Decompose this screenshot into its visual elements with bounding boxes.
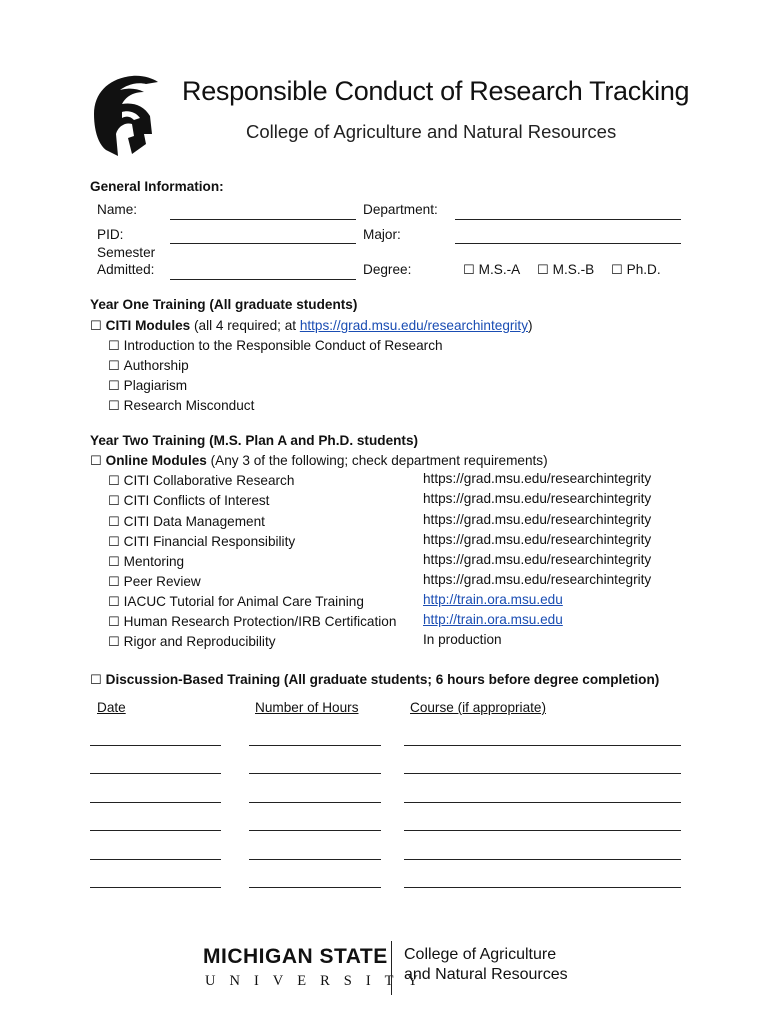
year-two-item[interactable]: ☐ CITI Financial Responsibility bbox=[108, 534, 296, 550]
discussion-training-heading: Discussion-Based Training (All graduate students; 6 hours before degree completion) bbox=[105, 672, 660, 687]
footer-divider bbox=[391, 941, 392, 995]
year-two-item-url: https://grad.msu.edu/researchintegrity bbox=[423, 532, 652, 547]
year-one-item[interactable]: ☐ Introduction to the Responsible Conduct of Research bbox=[108, 338, 443, 354]
year-two-item[interactable]: ☐ Peer Review bbox=[108, 574, 201, 590]
year-two-item-url: https://grad.msu.edu/researchintegrity bbox=[423, 552, 652, 567]
semester-label-line1: Semester bbox=[97, 245, 156, 260]
checkbox-icon[interactable]: ☐ bbox=[108, 635, 120, 650]
page-title: Responsible Conduct of Research Tracking bbox=[182, 76, 690, 106]
col-hours-header: Number of Hours bbox=[255, 700, 359, 715]
year-two-item[interactable]: ☐ Mentoring bbox=[108, 554, 185, 570]
citi-modules-label: CITI Modules bbox=[105, 318, 191, 333]
date-entry-line[interactable] bbox=[90, 745, 221, 746]
general-info-heading: General Information: bbox=[90, 179, 224, 194]
year-two-item[interactable]: ☐ Human Research Protection/IRB Certification bbox=[108, 614, 397, 630]
hours-entry-line[interactable] bbox=[249, 830, 381, 831]
year-two-item-url: https://grad.msu.edu/researchintegrity bbox=[423, 491, 652, 506]
hours-entry-line[interactable] bbox=[249, 859, 381, 860]
name-field[interactable] bbox=[170, 219, 356, 220]
hours-entry-line[interactable] bbox=[249, 802, 381, 803]
msu-wordmark-line2: UNIVERSITY bbox=[205, 973, 432, 989]
year-two-item-url: https://grad.msu.edu/researchintegrity bbox=[423, 471, 652, 486]
year-two-item[interactable]: ☐ Rigor and Reproducibility bbox=[108, 634, 276, 650]
checkbox-icon[interactable]: ☐ bbox=[611, 263, 623, 278]
checkbox-icon[interactable]: ☐ bbox=[108, 535, 120, 550]
year-two-item[interactable]: ☐ IACUC Tutorial for Animal Care Training bbox=[108, 594, 364, 610]
date-entry-line[interactable] bbox=[90, 859, 221, 860]
name-label: Name: bbox=[97, 202, 138, 217]
checkbox-icon[interactable]: ☐ bbox=[90, 454, 102, 469]
train-ora-link[interactable]: http://train.ora.msu.edu bbox=[423, 592, 563, 607]
checkbox-icon[interactable]: ☐ bbox=[108, 595, 120, 610]
pid-field[interactable] bbox=[170, 243, 356, 244]
checkbox-icon[interactable]: ☐ bbox=[463, 263, 475, 278]
department-field[interactable] bbox=[455, 219, 681, 220]
course-entry-line[interactable] bbox=[404, 859, 681, 860]
hours-entry-line[interactable] bbox=[249, 773, 381, 774]
year-one-item[interactable]: ☐ Authorship bbox=[108, 358, 189, 374]
date-entry-line[interactable] bbox=[90, 802, 221, 803]
msu-wordmark-line1: MICHIGAN STATE bbox=[203, 945, 388, 968]
date-entry-line[interactable] bbox=[90, 773, 221, 774]
year-one-heading: Year One Training (All graduate students) bbox=[90, 297, 358, 312]
page-subtitle: College of Agriculture and Natural Resources bbox=[246, 121, 617, 142]
major-field[interactable] bbox=[455, 243, 681, 244]
department-label: Department: bbox=[363, 202, 438, 217]
checkbox-icon[interactable]: ☐ bbox=[90, 319, 102, 334]
checkbox-icon[interactable]: ☐ bbox=[108, 575, 120, 590]
train-ora-link[interactable]: http://train.ora.msu.edu bbox=[423, 612, 563, 627]
checkbox-icon[interactable]: ☐ bbox=[90, 673, 102, 688]
year-two-item-status: In production bbox=[423, 632, 502, 647]
checkbox-icon[interactable]: ☐ bbox=[537, 263, 549, 278]
col-course-header: Course (if appropriate) bbox=[410, 700, 546, 715]
pid-label: PID: bbox=[97, 227, 124, 242]
year-two-item[interactable]: ☐ CITI Collaborative Research bbox=[108, 473, 295, 489]
checkbox-icon[interactable]: ☐ bbox=[108, 515, 120, 530]
year-one-item[interactable]: ☐ Plagiarism bbox=[108, 378, 188, 394]
footer-college-line1: College of Agriculture bbox=[404, 946, 557, 963]
spartan-helmet-icon bbox=[88, 74, 160, 158]
citi-modules-row[interactable]: ☐ CITI Modules (all 4 required; at https://grad.msu.edu/researchintegrity) bbox=[90, 318, 533, 334]
degree-option-ms-b[interactable]: ☐ M.S.-B bbox=[537, 262, 595, 278]
research-integrity-link[interactable]: https://grad.msu.edu/researchintegrity bbox=[299, 318, 528, 333]
checkbox-icon[interactable]: ☐ bbox=[108, 555, 120, 570]
semester-label-line2: Admitted: bbox=[97, 262, 155, 277]
date-entry-line[interactable] bbox=[90, 887, 221, 888]
checkbox-icon[interactable]: ☐ bbox=[108, 615, 120, 630]
checkbox-icon[interactable]: ☐ bbox=[108, 474, 120, 489]
year-two-item-url: https://grad.msu.edu/researchintegrity bbox=[423, 572, 652, 587]
major-label: Major: bbox=[363, 227, 401, 242]
checkbox-icon[interactable]: ☐ bbox=[108, 359, 120, 374]
course-entry-line[interactable] bbox=[404, 887, 681, 888]
checkbox-icon[interactable]: ☐ bbox=[108, 379, 120, 394]
degree-option-phd[interactable]: ☐ Ph.D. bbox=[611, 262, 661, 278]
online-modules-label: Online Modules bbox=[105, 453, 207, 468]
date-entry-line[interactable] bbox=[90, 830, 221, 831]
semester-admitted-field[interactable] bbox=[170, 279, 356, 280]
course-entry-line[interactable] bbox=[404, 830, 681, 831]
online-modules-row[interactable]: ☐ Online Modules (Any 3 of the following; check department requirements) bbox=[90, 453, 548, 469]
col-date-header: Date bbox=[97, 700, 126, 715]
discussion-training-row[interactable] bbox=[90, 672, 659, 688]
checkbox-icon[interactable]: ☐ bbox=[108, 494, 120, 509]
hours-entry-line[interactable] bbox=[249, 745, 381, 746]
checkbox-icon[interactable]: ☐ bbox=[108, 339, 120, 354]
degree-label: Degree: bbox=[363, 262, 412, 277]
course-entry-line[interactable] bbox=[404, 773, 681, 774]
course-entry-line[interactable] bbox=[404, 802, 681, 803]
degree-option-ms-a[interactable]: ☐ M.S.-A bbox=[463, 262, 521, 278]
year-two-item[interactable]: ☐ CITI Data Management bbox=[108, 514, 265, 530]
hours-entry-line[interactable] bbox=[249, 887, 381, 888]
checkbox-icon[interactable]: ☐ bbox=[108, 399, 120, 414]
year-two-item-url: https://grad.msu.edu/researchintegrity bbox=[423, 512, 652, 527]
year-two-heading: Year Two Training (M.S. Plan A and Ph.D. students) bbox=[90, 433, 419, 448]
year-two-item[interactable]: ☐ CITI Conflicts of Interest bbox=[108, 493, 270, 509]
course-entry-line[interactable] bbox=[404, 745, 681, 746]
footer-college-line2: and Natural Resources bbox=[404, 966, 568, 983]
year-one-item[interactable]: ☐ Research Misconduct bbox=[108, 398, 255, 414]
